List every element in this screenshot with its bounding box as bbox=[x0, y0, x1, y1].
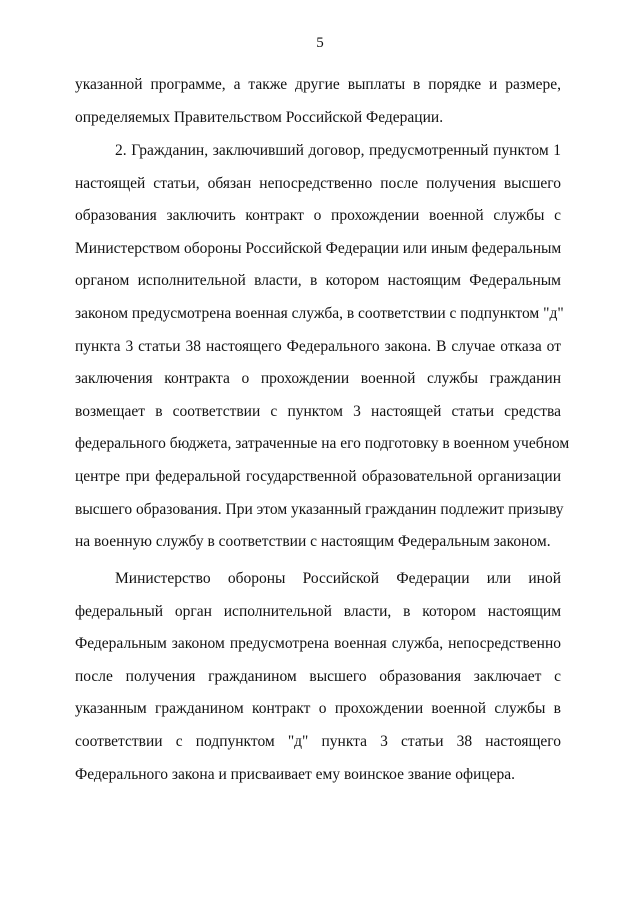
text-line: пункта 3 статьи 38 настоящего Федерального закона. В случае отказа от bbox=[75, 337, 561, 355]
text-line: соответствии с подпунктом "д" пункта 3 статьи 38 настоящего bbox=[75, 732, 561, 750]
text-line: Министерство обороны Российской Федерации или иной bbox=[115, 570, 561, 587]
text-line: Министерством обороны Российской Федерации или иным федеральным bbox=[75, 239, 562, 257]
text-line: настоящей статьи, обязан непосредственно после получения высшего bbox=[75, 174, 561, 192]
text-line: определяемых Правительством Российской Федерации. bbox=[75, 108, 444, 126]
text-line: на военную службу в соответствии с настоящим Федеральным законом. bbox=[75, 533, 551, 551]
paragraph-point-2 bbox=[75, 135, 570, 559]
text-line: Федеральным законом предусмотрена военная служба, непосредственно bbox=[75, 635, 561, 653]
paragraph-continuation bbox=[75, 69, 561, 134]
text-line: органом исполнительной власти, в котором настоящим Федеральным bbox=[75, 272, 561, 290]
paragraph-ministry bbox=[75, 563, 561, 791]
page-number: 5 bbox=[316, 35, 324, 51]
text-line: федерального бюджета, затраченные на его подготовку в военном учебном bbox=[75, 435, 570, 453]
text-line: после получения гражданином высшего образования заключает с bbox=[75, 667, 561, 685]
text-line: законом предусмотрена военная служба, в соответствии с подпунктом "д" bbox=[75, 304, 564, 322]
text-line: 2. Гражданин, заключивший договор, предусмотренный пунктом 1 bbox=[115, 142, 561, 159]
text-line: Федерального закона и присваивает ему воинское звание офицера. bbox=[75, 765, 516, 783]
text-line: федеральный орган исполнительной власти, в котором настоящим bbox=[75, 602, 561, 620]
text-line: указанным гражданином контракт о прохождении военной службы в bbox=[75, 700, 561, 718]
text-line: образования заключить контракт о прохождении военной службы с bbox=[75, 207, 561, 225]
text-line: центре при федеральной государственной образовательной организации bbox=[75, 467, 561, 485]
text-line: возмещает в соответствии с пунктом 3 настоящей статьи средства bbox=[75, 402, 561, 420]
text-line: указанной программе, а также другие выплаты в порядке и размере, bbox=[75, 76, 561, 93]
text-line: высшего образования. При этом указанный гражданин подлежит призыву bbox=[75, 500, 564, 518]
text-line: заключения контракта о прохождении военной службы гражданин bbox=[75, 370, 561, 388]
